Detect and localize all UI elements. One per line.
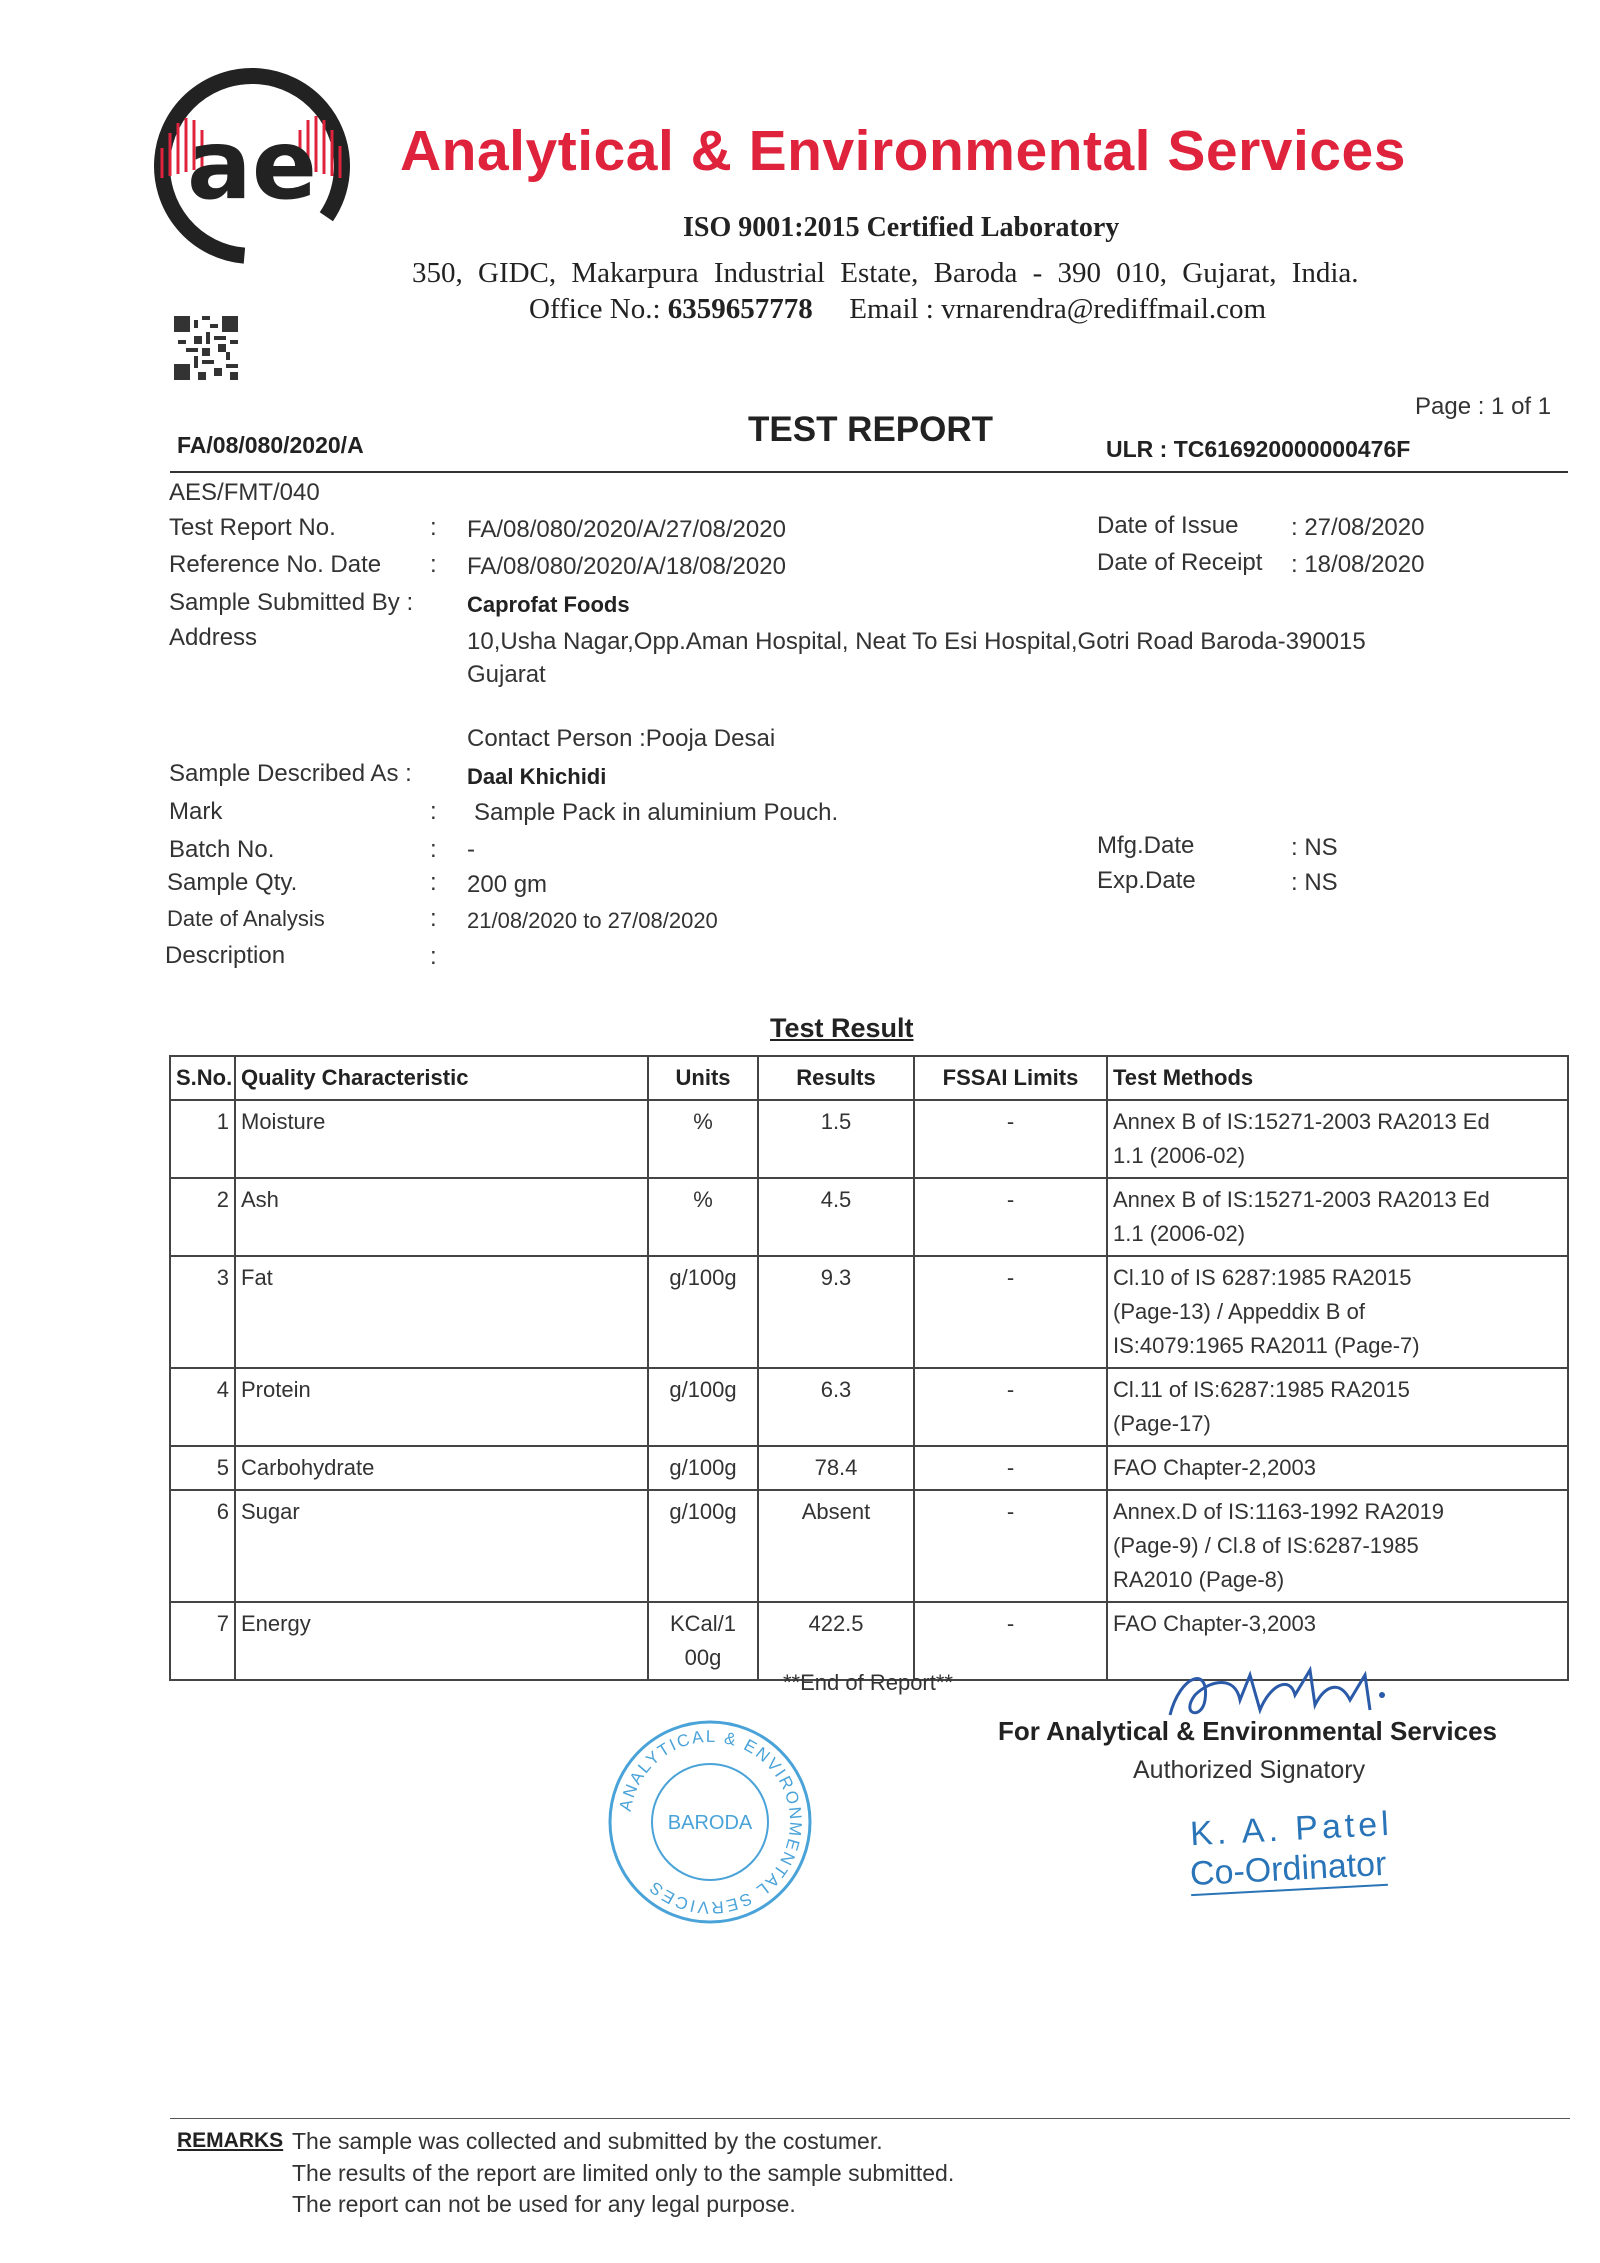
mark-value: Sample Pack in aluminium Pouch.	[474, 799, 839, 826]
cell-sno: 6	[170, 1490, 235, 1602]
col-header-characteristic: Quality Characteristic	[235, 1056, 648, 1100]
cell-result: 4.5	[758, 1178, 914, 1256]
cell-method: Annex B of IS:15271-2003 RA2013 Ed 1.1 (2006-02)	[1107, 1100, 1568, 1178]
cell-characteristic: Carbohydrate	[235, 1446, 648, 1490]
svg-text:ae: ae	[187, 109, 317, 221]
iso-certification: ISO 9001:2015 Certified Laboratory	[683, 212, 1120, 243]
cell-result: 78.4	[758, 1446, 914, 1490]
cell-limit: -	[914, 1602, 1107, 1680]
table-row	[170, 1100, 1568, 1178]
mark-label: Mark	[169, 798, 223, 825]
remarks-divider	[170, 2118, 1570, 2119]
contact-person: Contact Person :Pooja Desai	[467, 725, 776, 752]
address-line-2: Gujarat	[467, 661, 546, 688]
cell-limit: -	[914, 1100, 1107, 1178]
cell-method: Annex B of IS:15271-2003 RA2013 Ed 1.1 (2006-02)	[1107, 1178, 1568, 1256]
cell-method: Annex.D of IS:1163-1992 RA2019 (Page-9) / Cl.8 of IS:6287-1985 RA2010 (Page-8)	[1107, 1490, 1568, 1602]
cell-limit: -	[914, 1256, 1107, 1368]
test-result-title: Test Result	[770, 1013, 914, 1043]
cell-units: %	[648, 1178, 758, 1256]
cell-characteristic: Sugar	[235, 1490, 648, 1602]
address-line-1: 10,Usha Nagar,Opp.Aman Hospital, Neat To Esi Hospital,Gotri Road Baroda-390015	[467, 628, 1366, 655]
cell-limit: -	[914, 1446, 1107, 1490]
table-row	[170, 1256, 1568, 1368]
lab-address: 350, GIDC, Makarpura Industrial Estate, Baroda - 390 010, Gujarat, India.	[412, 257, 1359, 289]
cell-result: Absent	[758, 1490, 914, 1602]
batch-no-value: -	[467, 836, 475, 863]
remark-line: The report can not be used for any legal purpose.	[292, 2191, 796, 2217]
date-of-analysis-value: 21/08/2020 to 27/08/2020	[467, 908, 718, 933]
table-header-row	[170, 1056, 1568, 1100]
date-of-receipt-label: Date of Receipt	[1097, 549, 1263, 576]
exp-date-label: Exp.Date	[1097, 867, 1196, 894]
contact-line	[529, 293, 1266, 326]
page-number: Page : 1 of 1	[1415, 393, 1552, 420]
company-logo	[140, 58, 370, 278]
cell-sno: 3	[170, 1256, 235, 1368]
test-report-no-label: Test Report No.	[169, 514, 336, 541]
svg-text:ANALYTICAL & ENVIRONMENTAL SER: ANALYTICAL & ENVIRONMENTAL SERVICES	[615, 1726, 806, 1918]
submitted-by-label: Sample Submitted By :	[169, 589, 414, 616]
colon: :	[430, 836, 437, 863]
cell-units: g/100g	[648, 1256, 758, 1368]
exp-date-value: : NS	[1291, 869, 1338, 896]
authorized-signatory: Authorized Signatory	[1133, 1756, 1366, 1784]
test-report-no-value: FA/08/080/2020/A/27/08/2020	[467, 516, 786, 543]
lab-seal-stamp	[600, 1712, 820, 1932]
date-of-analysis-label: Date of Analysis	[167, 906, 325, 931]
description-label: Description	[165, 942, 286, 969]
colon: :	[430, 943, 437, 970]
col-header-fssai-limits: FSSAI Limits	[914, 1056, 1107, 1100]
cell-result: 1.5	[758, 1100, 914, 1178]
cell-units: g/100g	[648, 1490, 758, 1602]
signatory-name: K. A. Patel	[1189, 1804, 1394, 1854]
colon: :	[430, 905, 437, 932]
col-header-sno: S.No.	[170, 1056, 235, 1100]
colon: :	[430, 551, 437, 578]
report-code: FA/08/080/2020/A	[177, 432, 364, 458]
described-as-value: Daal Khichidi	[467, 764, 607, 789]
cell-units: KCal/1 00g	[648, 1602, 758, 1680]
report-title: TEST REPORT	[748, 410, 994, 449]
table-row	[170, 1178, 1568, 1256]
table-row	[170, 1446, 1568, 1490]
colon: :	[430, 798, 437, 825]
described-as-label: Sample Described As :	[169, 760, 412, 787]
header-divider	[170, 471, 1568, 473]
cell-method: FAO Chapter-3,2003	[1107, 1602, 1568, 1680]
cell-result: 6.3	[758, 1368, 914, 1446]
company-name: Analytical & Environmental Services	[400, 119, 1406, 183]
office-label: Office No.:	[529, 293, 661, 325]
cell-characteristic: Ash	[235, 1178, 648, 1256]
sample-qty-label: Sample Qty.	[167, 869, 298, 896]
address-label: Address	[169, 624, 258, 651]
date-of-issue-label: Date of Issue	[1097, 512, 1239, 539]
cell-characteristic: Moisture	[235, 1100, 648, 1178]
table-row	[170, 1490, 1568, 1602]
test-result-table	[169, 1055, 1569, 1681]
table-row	[170, 1368, 1568, 1446]
cell-units: %	[648, 1100, 758, 1178]
remarks-label: REMARKS	[177, 2129, 284, 2152]
form-number: AES/FMT/040	[169, 479, 320, 506]
cell-sno: 7	[170, 1602, 235, 1680]
qr-code	[174, 316, 238, 380]
cell-units: g/100g	[648, 1368, 758, 1446]
office-number: 6359657778	[667, 293, 813, 325]
cell-result: 9.3	[758, 1256, 914, 1368]
cell-sno: 5	[170, 1446, 235, 1490]
cell-limit: -	[914, 1490, 1107, 1602]
cell-method: Cl.10 of IS 6287:1985 RA2015 (Page-13) / Appeddix B of IS:4079:1965 RA2011 (Page-7)	[1107, 1256, 1568, 1368]
submitted-by-value: Caprofat Foods	[467, 592, 630, 617]
cell-result: 422.5	[758, 1602, 914, 1680]
colon: :	[430, 869, 437, 896]
cell-sno: 4	[170, 1368, 235, 1446]
date-of-receipt-value: : 18/08/2020	[1291, 551, 1425, 578]
date-of-issue-value: : 27/08/2020	[1291, 514, 1425, 541]
svg-text:BARODA: BARODA	[667, 1812, 753, 1834]
reference-no-value: FA/08/080/2020/A/18/08/2020	[467, 553, 786, 580]
cell-limit: -	[914, 1178, 1107, 1256]
cell-characteristic: Energy	[235, 1602, 648, 1680]
cell-characteristic: Fat	[235, 1256, 648, 1368]
ulr-number: ULR : TC616920000000476F	[1106, 436, 1411, 462]
email-address: vrnarendra@rediffmail.com	[941, 293, 1267, 325]
cell-method: Cl.11 of IS:6287:1985 RA2015 (Page-17)	[1107, 1368, 1568, 1446]
col-header-test-methods: Test Methods	[1107, 1056, 1568, 1100]
reference-no-label: Reference No. Date	[169, 551, 382, 578]
cell-method: FAO Chapter-2,2003	[1107, 1446, 1568, 1490]
remark-line: The sample was collected and submitted by the costumer.	[292, 2128, 883, 2154]
for-company-line: For Analytical & Environmental Services	[998, 1716, 1497, 1746]
cell-sno: 2	[170, 1178, 235, 1256]
colon: :	[430, 514, 437, 541]
signatory-role: Co-Ordinator	[1189, 1845, 1387, 1896]
end-of-report: **End of Report**	[783, 1670, 953, 1695]
mfg-date-value: : NS	[1291, 834, 1338, 861]
sample-qty-value: 200 gm	[467, 871, 548, 898]
remark-line: The results of the report are limited only to the sample submitted.	[292, 2160, 955, 2186]
col-header-units: Units	[648, 1056, 758, 1100]
email-label: Email :	[849, 293, 934, 325]
cell-units: g/100g	[648, 1446, 758, 1490]
mfg-date-label: Mfg.Date	[1097, 832, 1195, 859]
cell-characteristic: Protein	[235, 1368, 648, 1446]
cell-limit: -	[914, 1368, 1107, 1446]
col-header-results: Results	[758, 1056, 914, 1100]
cell-sno: 1	[170, 1100, 235, 1178]
batch-no-label: Batch No.	[169, 836, 275, 863]
